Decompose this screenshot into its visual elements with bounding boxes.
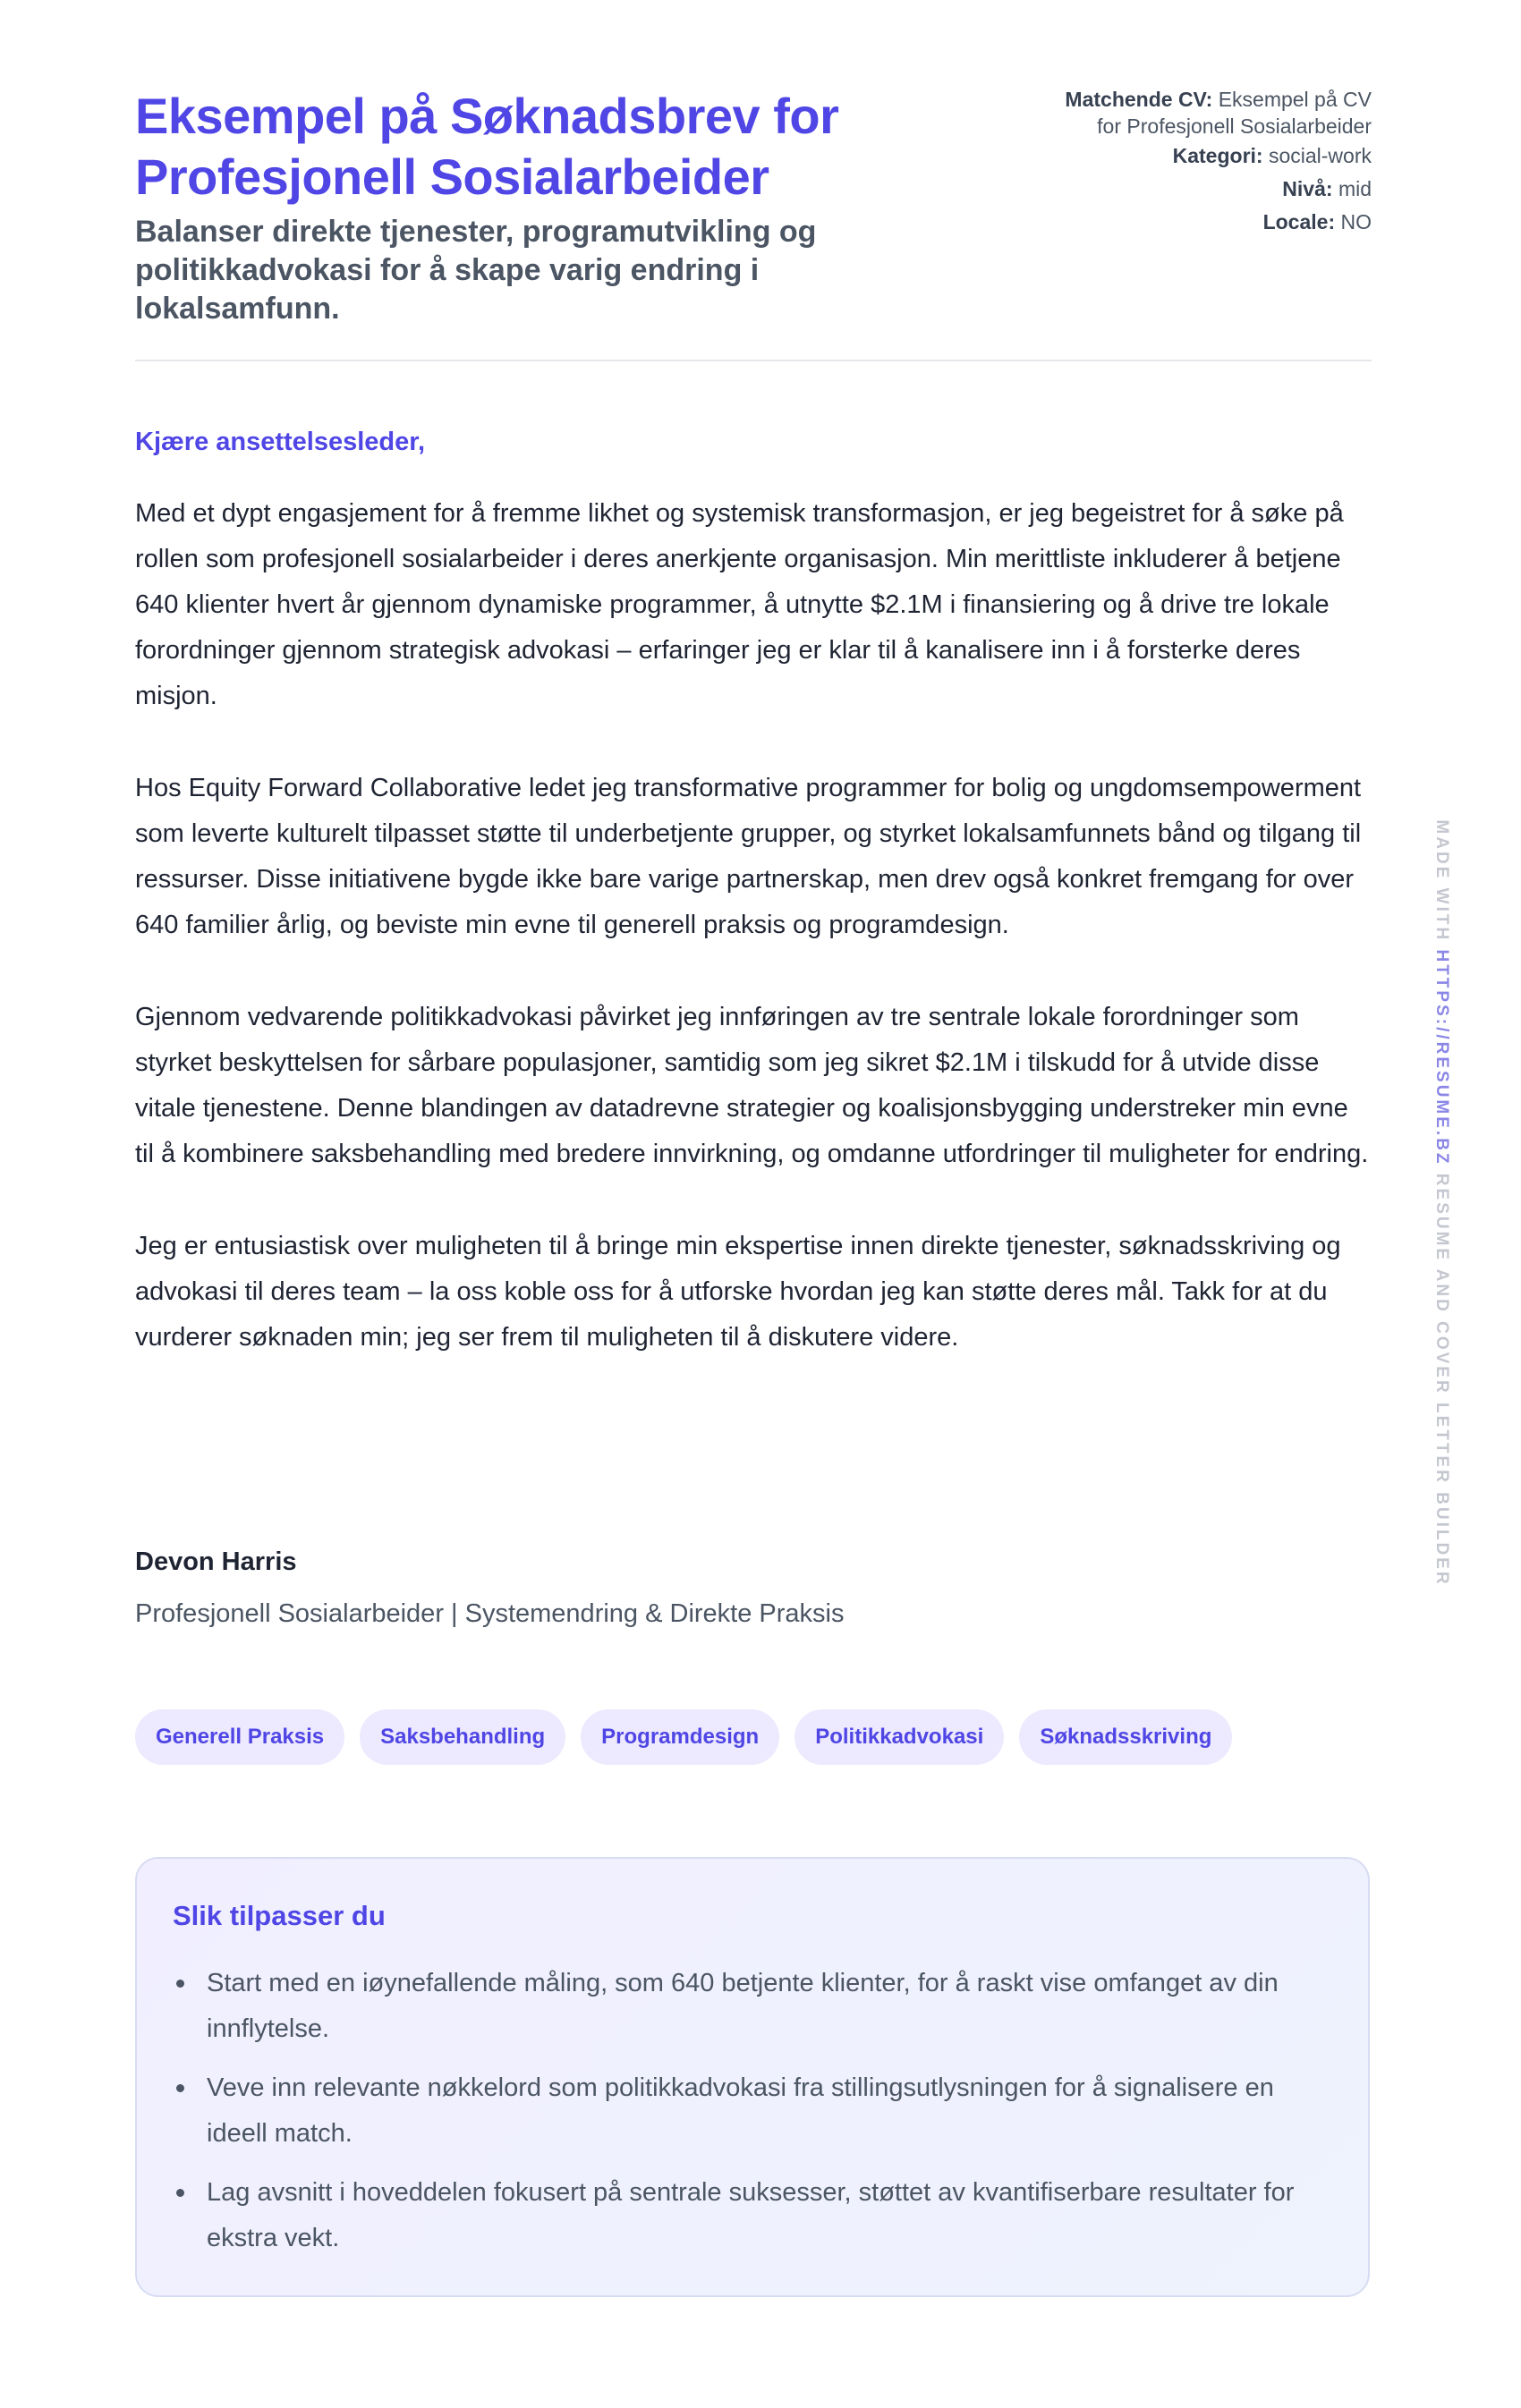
- tips-list: [173, 1961, 1327, 2275]
- signature-name: Devon Harris: [135, 1547, 297, 1576]
- title-block: [135, 86, 905, 328]
- meta-level-label: Nivå:: [1282, 177, 1333, 200]
- tips-item-text: Veve inn relevante nøkkelord som politikkadvokasi fra stillingsutlysningen for å signalisere en ideell match.: [207, 2073, 1274, 2148]
- bullet-icon: [176, 2084, 184, 2092]
- bullet-icon: [176, 2189, 184, 2197]
- tips-item-text: Start med en iøynefallende måling, som 640 betjente klienter, for å raskt vise omfanget av din innflytelse.: [207, 1969, 1279, 2043]
- skill-tag: Programdesign: [581, 1709, 779, 1765]
- meta-matching-cv-value: Eksempel på CV: [1218, 88, 1372, 111]
- watermark-prefix: MADE WITH: [1432, 819, 1451, 950]
- watermark-suffix: RESUME AND COVER LETTER BUILDER: [1432, 1166, 1451, 1587]
- meta-category: [996, 140, 1372, 173]
- tips-item: [173, 1961, 1327, 2052]
- skill-tag: Søknadsskriving: [1019, 1709, 1232, 1765]
- header: [135, 86, 1372, 361]
- meta-matching-cv: [996, 86, 1372, 140]
- header-divider: [135, 360, 1372, 361]
- tips-item: [173, 2170, 1327, 2261]
- tips-item: [173, 2065, 1327, 2157]
- skill-tags: [135, 1709, 1232, 1765]
- page-subtitle: Balanser direkte tjenester, programutvikling og politikkadvokasi for å skape varig endring i lokalsamfunn.: [135, 215, 817, 326]
- skill-tag: Generell Praksis: [135, 1709, 344, 1765]
- meta-locale-value: NO: [1340, 210, 1372, 233]
- meta-locale: [996, 206, 1372, 239]
- meta-info: [996, 86, 1372, 239]
- meta-level: [996, 173, 1372, 206]
- tips-item-text: Lag avsnitt i hoveddelen fokusert på sentrale suksesser, støttet av kvantifiserbare resultater for ekstra vekt.: [207, 2178, 1295, 2252]
- meta-matching-cv-value-cont: for Profesjonell Sosialarbeider: [1097, 114, 1372, 138]
- bullet-icon: [176, 1980, 184, 1988]
- page-title: Eksempel på Søknadsbrev for Profesjonell Sosialarbeider: [135, 88, 839, 205]
- letter-greeting: Kjære ansettelsesleder,: [135, 428, 426, 456]
- letter-body: [135, 491, 1372, 1407]
- tips-box: [135, 1857, 1370, 2297]
- letter-paragraph: Jeg er entusiastisk over muligheten til å bringe min ekspertise innen direkte tjenester, søknadsskriving og advokasi til deres team – la oss koble oss for å utforske hvordan jeg kan støtte deres mål. Takk for at du vurderer søknaden min; jeg ser frem til muligheten til å diskutere videre.: [135, 1232, 1341, 1352]
- meta-matching-cv-label: Matchende CV:: [1065, 88, 1213, 111]
- signature-title: Profesjonell Sosialarbeider | Systemendring & Direkte Praksis: [135, 1599, 845, 1628]
- meta-level-value: mid: [1338, 177, 1372, 200]
- signature: [135, 1544, 845, 1632]
- letter-paragraph: Gjennom vedvarende politikkadvokasi påvirket jeg innføringen av tre sentrale lokale forordninger som styrket beskyttelsen for sårbare populasjoner, samtidig som jeg sikret $2.1M i tilskudd for å utvide disse vitale tjenestene. Denne blandingen av datadrevne strategier og koalisjonsbygging understreker min evne til å kombinere saksbehandling med bredere innvirkning, og omdanne utfordringer til muligheter for endring.: [135, 1003, 1369, 1168]
- meta-category-label: Kategori:: [1172, 144, 1263, 167]
- letter-paragraph: Hos Equity Forward Collaborative ledet jeg transformative programmer for bolig og ungdomsempowerment som leverte kulturelt tilpasset støtte til underbetjente grupper, og styrket lokalsamfunnets bånd og tilgang til ressurser. Disse initiativene bygde ikke bare varige partnerskap, men drev også konkret fremgang for over 640 familier årlig, og beviste min evne til generell praksis og programdesign.: [135, 774, 1362, 939]
- meta-category-value: social-work: [1268, 144, 1372, 167]
- watermark-link[interactable]: HTTPS://RESUME.BZ: [1432, 949, 1451, 1166]
- letter-paragraph: Med et dypt engasjement for å fremme likhet og systemisk transformasjon, er jeg begeistret for å søke på rollen som profesjonell sosialarbeider i deres anerkjente organisasjon. Min merittliste inkluderer å betjene 640 klienter hvert år gjennom dynamiske programmer, å utnytte $2.1M i finansiering og å drive tre lokale forordninger gjennom strategisk advokasi – erfaringer jeg er klar til å kanalisere inn i å forsterke deres misjon.: [135, 499, 1344, 710]
- skill-tag: Saksbehandling: [360, 1709, 565, 1765]
- meta-locale-label: Locale:: [1262, 210, 1336, 233]
- watermark: [1432, 819, 1451, 1586]
- skill-tag: Politikkadvokasi: [794, 1709, 1004, 1765]
- tips-title: Slik tilpasser du: [173, 1900, 386, 1931]
